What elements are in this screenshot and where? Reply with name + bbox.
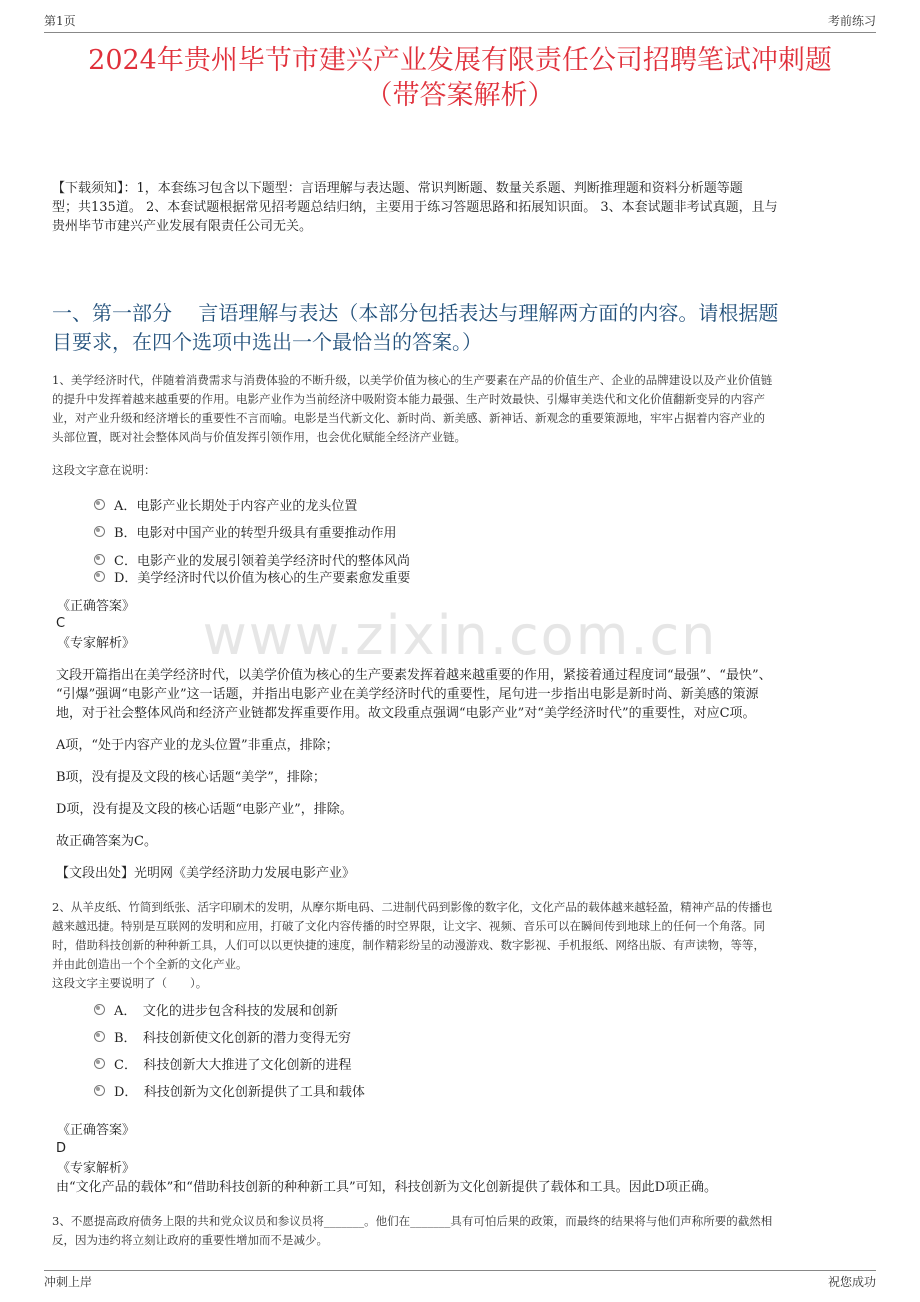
option-label: B． 科技创新使文化创新的潜力变得无穷 [114, 1031, 352, 1046]
option-label: A． 文化的进步包含科技的发展和创新 [114, 1004, 338, 1019]
header-label: 考前练习 [827, 14, 876, 28]
stem-line: 3、不愿提高政府债务上限的共和党众议员和参议员将_______。他们在_______具有可怕后果的政策，而最终的结果将与他们声称所要的截然相 [52, 1214, 773, 1228]
passage-source: 【文段出处】光明网《美学经济助力发展电影产业》 [56, 866, 356, 881]
radio-icon[interactable] [94, 1058, 105, 1069]
footer-divider [44, 1270, 876, 1271]
footer-left: 冲刺上岸 [44, 1275, 93, 1289]
page-number: 第1页 [44, 14, 76, 28]
analysis-line: “引爆”强调“电影产业”这一话题，并指出电影产业在美学经济时代的重要性，尾句进一步指出电影是新时尚、新美感的策源 [56, 687, 759, 702]
section-heading [52, 299, 882, 357]
stem-line: 头部位置，既对社会整体风尚与价值发挥引领作用，也会优化赋能全经济产业链。 [52, 430, 466, 444]
elimination-b: B项，没有提及文段的核心话题“美学”，排除； [56, 770, 326, 785]
option-label: D． 科技创新为文化创新提供了工具和载体 [114, 1085, 365, 1100]
radio-icon[interactable] [94, 554, 105, 565]
question-2-prompt: 这段文字主要说明了（ ）。 [52, 976, 208, 990]
stem-line: 2、从羊皮纸、竹简到纸张、活字印刷术的发明，从摩尔斯电码、二进制代码到影像的数字化，文化产品的载体越来越轻盈，精神产品的传播也 [52, 900, 773, 914]
document-title: 2024年贵州毕节市建兴产业发展有限责任公司招聘笔试冲刺题 [88, 45, 832, 76]
analysis-paragraph [56, 666, 882, 723]
stem-line: 业，对产业升级和经济增长的重要性不言而喻。电影是当代新文化、新时尚、新美感、新神话、新观念的重要策源地，牢牢占据着内容产业的 [52, 411, 765, 425]
q1-option-a[interactable] [94, 495, 357, 514]
section-heading-line: 目要求，在四个选项中选出一个最恰当的答案。） [52, 330, 482, 354]
q2-option-b[interactable] [94, 1027, 351, 1046]
analysis-label: 《专家解析》 [57, 1161, 136, 1176]
header-divider [44, 32, 876, 33]
question-1-prompt: 这段文字意在说明： [52, 463, 156, 477]
stem-line: 时，借助科技创新的种种新工具，人们可以以更快捷的速度，制作精彩纷呈的动漫游戏、数字影视、手机报纸、网络出版、有声读物，等等， [52, 938, 765, 952]
question-2-stem [52, 898, 882, 974]
answer-label: 《正确答案》 [57, 599, 136, 614]
option-label: C．电影产业的发展引领着美学经济时代的整体风尚 [114, 554, 410, 569]
elimination-d: D项，没有提及文段的核心话题“电影产业”，排除。 [56, 802, 353, 817]
q1-option-d[interactable] [94, 567, 410, 586]
notice-line: 【下载须知】：1，本套练习包含以下题型：言语理解与表达题、常识判断题、数量关系题、判断推理题和资料分析题等题 [52, 181, 743, 196]
radio-icon[interactable] [94, 1004, 105, 1015]
option-label: C． 科技创新大大推进了文化创新的进程 [114, 1058, 352, 1073]
q2-option-a[interactable] [94, 1000, 338, 1019]
option-label: D．美学经济时代以价值为核心的生产要素愈发重要 [114, 571, 411, 586]
stem-line: 反，因为违约将立刻让政府的重要性增加而不是减少。 [52, 1233, 328, 1247]
analysis-label: 《专家解析》 [57, 636, 136, 651]
analysis-line: 地，对于社会整体风尚和经济产业链都发挥重要作用。故文段重点强调“电影产业”对“美学经济时代”的重要性，对应C项。 [56, 706, 756, 721]
conclusion: 故正确答案为C。 [56, 834, 157, 849]
stem-line: 1、美学经济时代，伴随着消费需求与消费体验的不断升级，以美学价值为核心的生产要素在产品的价值生产、企业的品牌建设以及产业价值链 [52, 373, 773, 387]
correct-answer: D [56, 1141, 67, 1156]
document-subtitle: （带答案解析） [365, 80, 555, 111]
analysis-line: 文段开篇指出在美学经济时代，以美学价值为核心的生产要素发挥着越来越重要的作用，紧接着通过程度词“最强”、“最快”、 [56, 668, 772, 683]
radio-icon[interactable] [94, 526, 105, 537]
correct-answer: C [56, 616, 66, 631]
option-label: A．电影产业长期处于内容产业的龙头位置 [114, 499, 358, 514]
download-notice [52, 179, 878, 236]
radio-icon[interactable] [94, 1031, 105, 1042]
stem-line: 并由此创造出一个个全新的文化产业。 [52, 957, 248, 971]
answer-label: 《正确答案》 [57, 1123, 136, 1138]
radio-icon[interactable] [94, 571, 105, 582]
watermark: www.zixin.com.cn [202, 604, 718, 667]
analysis-paragraph: 由“文化产品的载体”和“借助科技创新的种种新工具”可知，科技创新为文化创新提供了载体和工具。因此D项正确。 [56, 1180, 718, 1195]
radio-icon[interactable] [94, 499, 105, 510]
footer-right: 祝您成功 [827, 1275, 876, 1289]
q2-option-d[interactable] [94, 1081, 365, 1100]
notice-line: 型；共135道。 2、本套试题根据常见招考题总结归纳，主要用于练习答题思路和拓展知识面。 3、本套试题非考试真题，且与 [52, 200, 778, 215]
question-1-stem [52, 371, 882, 447]
elimination-a: A项，“处于内容产业的龙头位置”非重点，排除； [56, 738, 339, 753]
notice-line: 贵州毕节市建兴产业发展有限责任公司无关。 [52, 219, 313, 234]
stem-line: 越来越迅捷。特别是互联网的发明和应用，打破了文化内容传播的时空界限，让文字、视频、音乐可以在瞬间传到地球上的任何一个角落。同 [52, 919, 765, 933]
q1-option-b[interactable] [94, 522, 397, 541]
option-label: B．电影对中国产业的转型升级具有重要推动作用 [114, 526, 397, 541]
radio-icon[interactable] [94, 1085, 105, 1096]
question-3-stem [52, 1212, 882, 1250]
section-heading-line: 一、第一部分 言语理解与表达（本部分包括表达与理解两方面的内容。请根据题 [52, 301, 779, 325]
stem-line: 的提升中发挥着越来越重要的作用。电影产业作为当前经济中吸附资本能力最强、生产时效最快、引爆审美迭代和文化价值翻新变异的内容产 [52, 392, 765, 406]
q2-option-c[interactable] [94, 1054, 351, 1073]
